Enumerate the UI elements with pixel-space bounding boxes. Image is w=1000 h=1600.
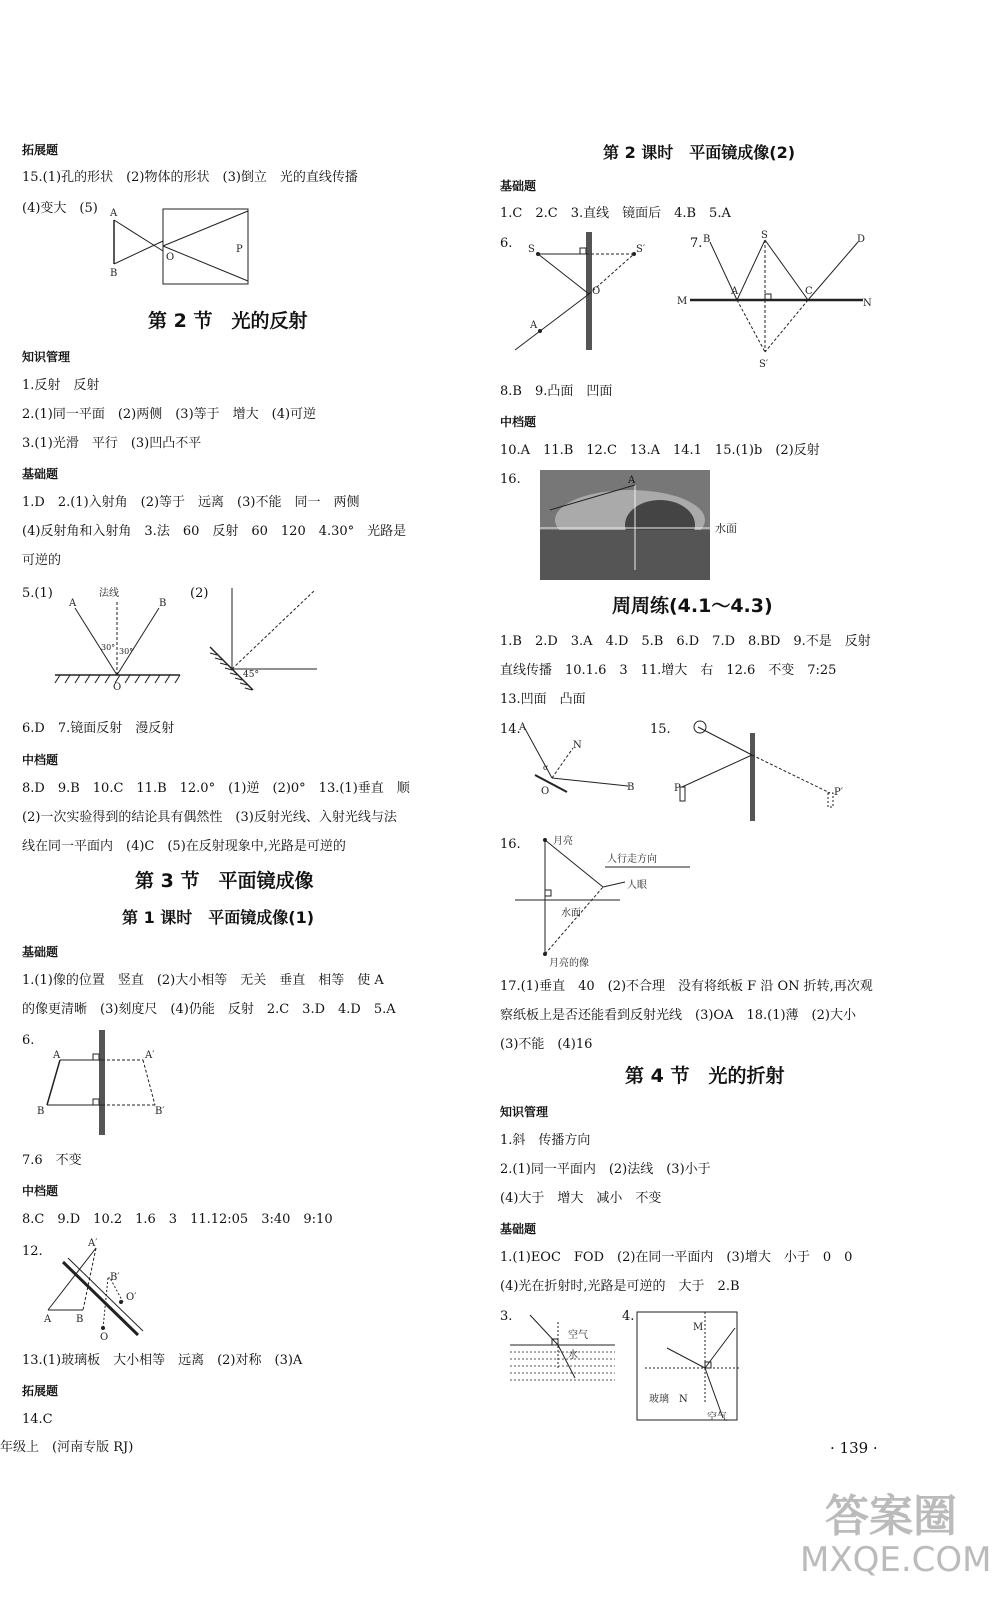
question-label: 4. xyxy=(622,1309,635,1324)
question-label: 15. xyxy=(650,722,671,737)
answer-line: 13.(1)玻璃板 大小相等 远离 (2)对称 (3)A xyxy=(22,1353,303,1368)
angle-label: 30° xyxy=(101,643,116,652)
answer-line: (4)大于 增大 减小 不变 xyxy=(500,1191,662,1206)
svg-text:A: A xyxy=(519,722,527,733)
watermark-site: MXQE.COM xyxy=(800,1540,992,1580)
svg-text:A′: A′ xyxy=(88,1238,98,1249)
answer-line: (4)反射角和入射角 3.法 60 反射 60 120 4.30° 光路是 xyxy=(22,524,407,539)
answer-line: 14.C xyxy=(22,1412,53,1427)
question-label: 16. xyxy=(500,472,521,487)
answer-line: 直线传播 10.1.6 3 11.增大 右 12.6 不变 7:25 xyxy=(500,663,837,678)
angle-label: 30° xyxy=(119,647,134,656)
question-label: 5.(1) xyxy=(22,586,53,601)
svg-text:B: B xyxy=(703,234,711,245)
svg-text:N: N xyxy=(863,298,872,309)
answer-line: 8.C 9.D 10.2 1.6 3 11.12:05 3:40 9:10 xyxy=(22,1212,333,1227)
answer-line: 17.(1)垂直 40 (2)不合理 没有将纸板 F 沿 ON 折转,再次观 xyxy=(500,979,873,994)
answer-line: 1.B 2.D 3.A 4.D 5.B 6.D 7.D 8.BD 9.不是 反射 xyxy=(500,634,871,649)
svg-text:P: P xyxy=(236,244,243,255)
svg-text:M: M xyxy=(693,1322,704,1333)
answer-line: 1.斜 传播方向 xyxy=(500,1133,591,1148)
section-label-basic: 基础题 xyxy=(500,1222,537,1236)
svg-text:A: A xyxy=(530,320,538,331)
svg-text:A: A xyxy=(44,1314,52,1325)
answer-line: 7.6 不变 xyxy=(22,1153,82,1168)
answer-line: 1.反射 反射 xyxy=(22,378,100,393)
water-photo xyxy=(540,470,710,580)
glass-label: 玻璃 xyxy=(649,1394,669,1405)
answer-line: 10.A 11.B 12.C 13.A 14.1 15.(1)b (2)反射 xyxy=(500,443,820,458)
section-label-medium: 中档题 xyxy=(22,1184,59,1198)
answer-line: 1.(1)像的位置 竖直 (2)大小相等 无关 垂直 相等 使 A xyxy=(22,973,384,988)
svg-text:S′: S′ xyxy=(759,359,769,370)
moon-label: 月亮 xyxy=(553,836,573,847)
svg-text:A: A xyxy=(731,286,739,297)
svg-text:S: S xyxy=(761,230,768,241)
normal-label: 法线 xyxy=(99,588,119,599)
air-label: 空气 xyxy=(568,1330,588,1341)
answer-line: 1.(1)EOC FOD (2)在同一平面内 (3)增大 小于 0 0 xyxy=(500,1250,853,1265)
answer-line: (4)变大 (5) xyxy=(22,201,98,216)
reflection-angle-diagram xyxy=(515,720,645,800)
answer-line: 2.(1)同一平面内 (2)法线 (3)小于 xyxy=(500,1162,711,1177)
answer-line: 2.(1)同一平面 (2)两侧 (3)等于 增大 (4)可逆 xyxy=(22,407,317,422)
svg-text:O: O xyxy=(541,786,550,797)
svg-text:B: B xyxy=(159,598,167,609)
question-label: 16. xyxy=(500,837,521,852)
reflection-diagram-1 xyxy=(55,588,185,693)
answer-line: (2)一次实验得到的结论具有偶然性 (3)反射光线、入射光线与法 xyxy=(22,810,397,825)
svg-text:A: A xyxy=(53,1050,61,1061)
angle-label: 45° xyxy=(243,670,259,680)
answer-line: 6.D 7.镜面反射 漫反射 xyxy=(22,721,175,736)
section-label-basic: 基础题 xyxy=(22,467,59,481)
answer-line: 1.C 2.C 3.直线 镜面后 4.B 5.A xyxy=(500,206,731,221)
section-label-basic: 基础题 xyxy=(22,945,59,959)
svg-text:A: A xyxy=(69,598,77,609)
svg-text:N: N xyxy=(573,740,582,751)
watermark-logo: 答案圈 xyxy=(825,1491,957,1542)
question-label: 6. xyxy=(500,236,513,251)
refraction-water-diagram xyxy=(510,1310,620,1390)
question-label: 7. xyxy=(690,236,703,251)
moon-water-diagram xyxy=(515,832,715,972)
svg-text:O: O xyxy=(592,286,601,297)
svg-text:P′: P′ xyxy=(834,787,843,798)
svg-text:O: O xyxy=(100,1332,109,1343)
svg-text:C: C xyxy=(805,286,813,297)
answer-line: 15.(1)孔的形状 (2)物体的形状 (3)倒立 光的直线传播 xyxy=(22,170,358,185)
air-label: 空气 xyxy=(707,1412,727,1423)
svg-text:A: A xyxy=(628,475,636,486)
section-label-knowledge: 知识管理 xyxy=(22,350,71,364)
answer-line: 察纸板上是否还能看到反射光线 (3)OA 18.(1)薄 (2)大小 xyxy=(500,1008,856,1023)
svg-text:α: α xyxy=(543,763,549,772)
section-label-extension: 拓展题 xyxy=(22,143,59,157)
water-label: 水面 xyxy=(561,908,581,919)
glass-refraction-diagram xyxy=(635,1310,745,1425)
question-label: 12. xyxy=(22,1244,43,1259)
water-label: 水 xyxy=(568,1350,578,1361)
eye-label: 人眼 xyxy=(627,880,647,891)
reflection-diagram-2 xyxy=(205,585,325,725)
answer-line: 8.B 9.凸面 凹面 xyxy=(500,384,613,399)
svg-text:O′: O′ xyxy=(126,1292,137,1303)
section-title-refraction: 第 4 节 光的折射 xyxy=(625,1065,785,1087)
section-title-plane-mirror: 第 3 节 平面镜成像 xyxy=(135,870,314,892)
section-title-reflection: 第 2 节 光的反射 xyxy=(148,310,308,332)
mirror-image-diagram xyxy=(510,232,660,357)
svg-text:B: B xyxy=(76,1314,84,1325)
section-label-extension: 拓展题 xyxy=(22,1384,59,1398)
page-number: · 139 · xyxy=(830,1439,878,1457)
glass-plate-diagram xyxy=(38,1238,158,1343)
moon-image-label: 月亮的像 xyxy=(549,958,589,969)
answer-line: 1.D 2.(1)入射角 (2)等于 远离 (3)不能 同一 两侧 xyxy=(22,495,360,510)
water-label: 水面 xyxy=(715,522,737,535)
svg-text:P: P xyxy=(674,783,681,794)
svg-text:B: B xyxy=(37,1106,45,1117)
pinhole-diagram xyxy=(108,206,258,286)
svg-text:D: D xyxy=(857,234,866,245)
footer-grade: 年级上 (河南专版 RJ) xyxy=(0,1440,134,1455)
section-label-basic: 基础题 xyxy=(500,179,537,193)
answer-line: 可逆的 xyxy=(22,553,62,568)
svg-text:B′: B′ xyxy=(155,1106,165,1117)
answer-line: (4)光在折射时,光路是可逆的 大于 2.B xyxy=(500,1279,740,1294)
svg-text:O: O xyxy=(166,252,175,263)
svg-text:B: B xyxy=(110,268,118,279)
question-label: (2) xyxy=(190,586,209,601)
lesson-title: 第 2 课时 平面镜成像(2) xyxy=(603,143,796,162)
section-label-medium: 中档题 xyxy=(22,753,59,767)
svg-text:B: B xyxy=(627,782,635,793)
weekly-practice-title: 周周练(4.1～4.3) xyxy=(612,595,773,617)
answer-line: (3)不能 (4)16 xyxy=(500,1037,593,1052)
answer-line: 线在同一平面内 (4)C (5)在反射现象中,光路是可逆的 xyxy=(22,839,346,854)
answer-line: 13.凹面 凸面 xyxy=(500,692,586,707)
walk-direction-label: 人行走方向 xyxy=(607,854,657,865)
svg-text:B′: B′ xyxy=(110,1272,120,1283)
svg-text:S′: S′ xyxy=(636,244,646,255)
answer-line: 8.D 9.B 10.C 11.B 12.0° (1)逆 (2)0° 13.(1)垂直 顺 xyxy=(22,781,410,796)
svg-text:A′: A′ xyxy=(145,1050,155,1061)
answer-line: 的像更清晰 (3)刻度尺 (4)仍能 反射 2.C 3.D 4.D 5.A xyxy=(22,1002,396,1017)
mirror-reflection-diagram xyxy=(675,232,875,372)
section-label-medium: 中档题 xyxy=(500,415,537,429)
question-label: 3. xyxy=(500,1309,513,1324)
eye-mirror-diagram xyxy=(670,715,860,825)
lesson-title: 第 1 课时 平面镜成像(1) xyxy=(122,908,315,927)
svg-text:O: O xyxy=(113,682,122,693)
svg-text:S: S xyxy=(528,244,535,255)
question-label: 14. xyxy=(500,722,521,737)
answer-line: 3.(1)光滑 平行 (3)凹凸不平 xyxy=(22,436,202,451)
svg-text:M: M xyxy=(677,296,688,307)
glass-n-label: N xyxy=(679,1394,688,1405)
plane-mirror-diagram xyxy=(35,1030,175,1140)
question-label: 6. xyxy=(22,1033,35,1048)
svg-text:A: A xyxy=(110,208,118,219)
section-label-knowledge: 知识管理 xyxy=(500,1105,549,1119)
